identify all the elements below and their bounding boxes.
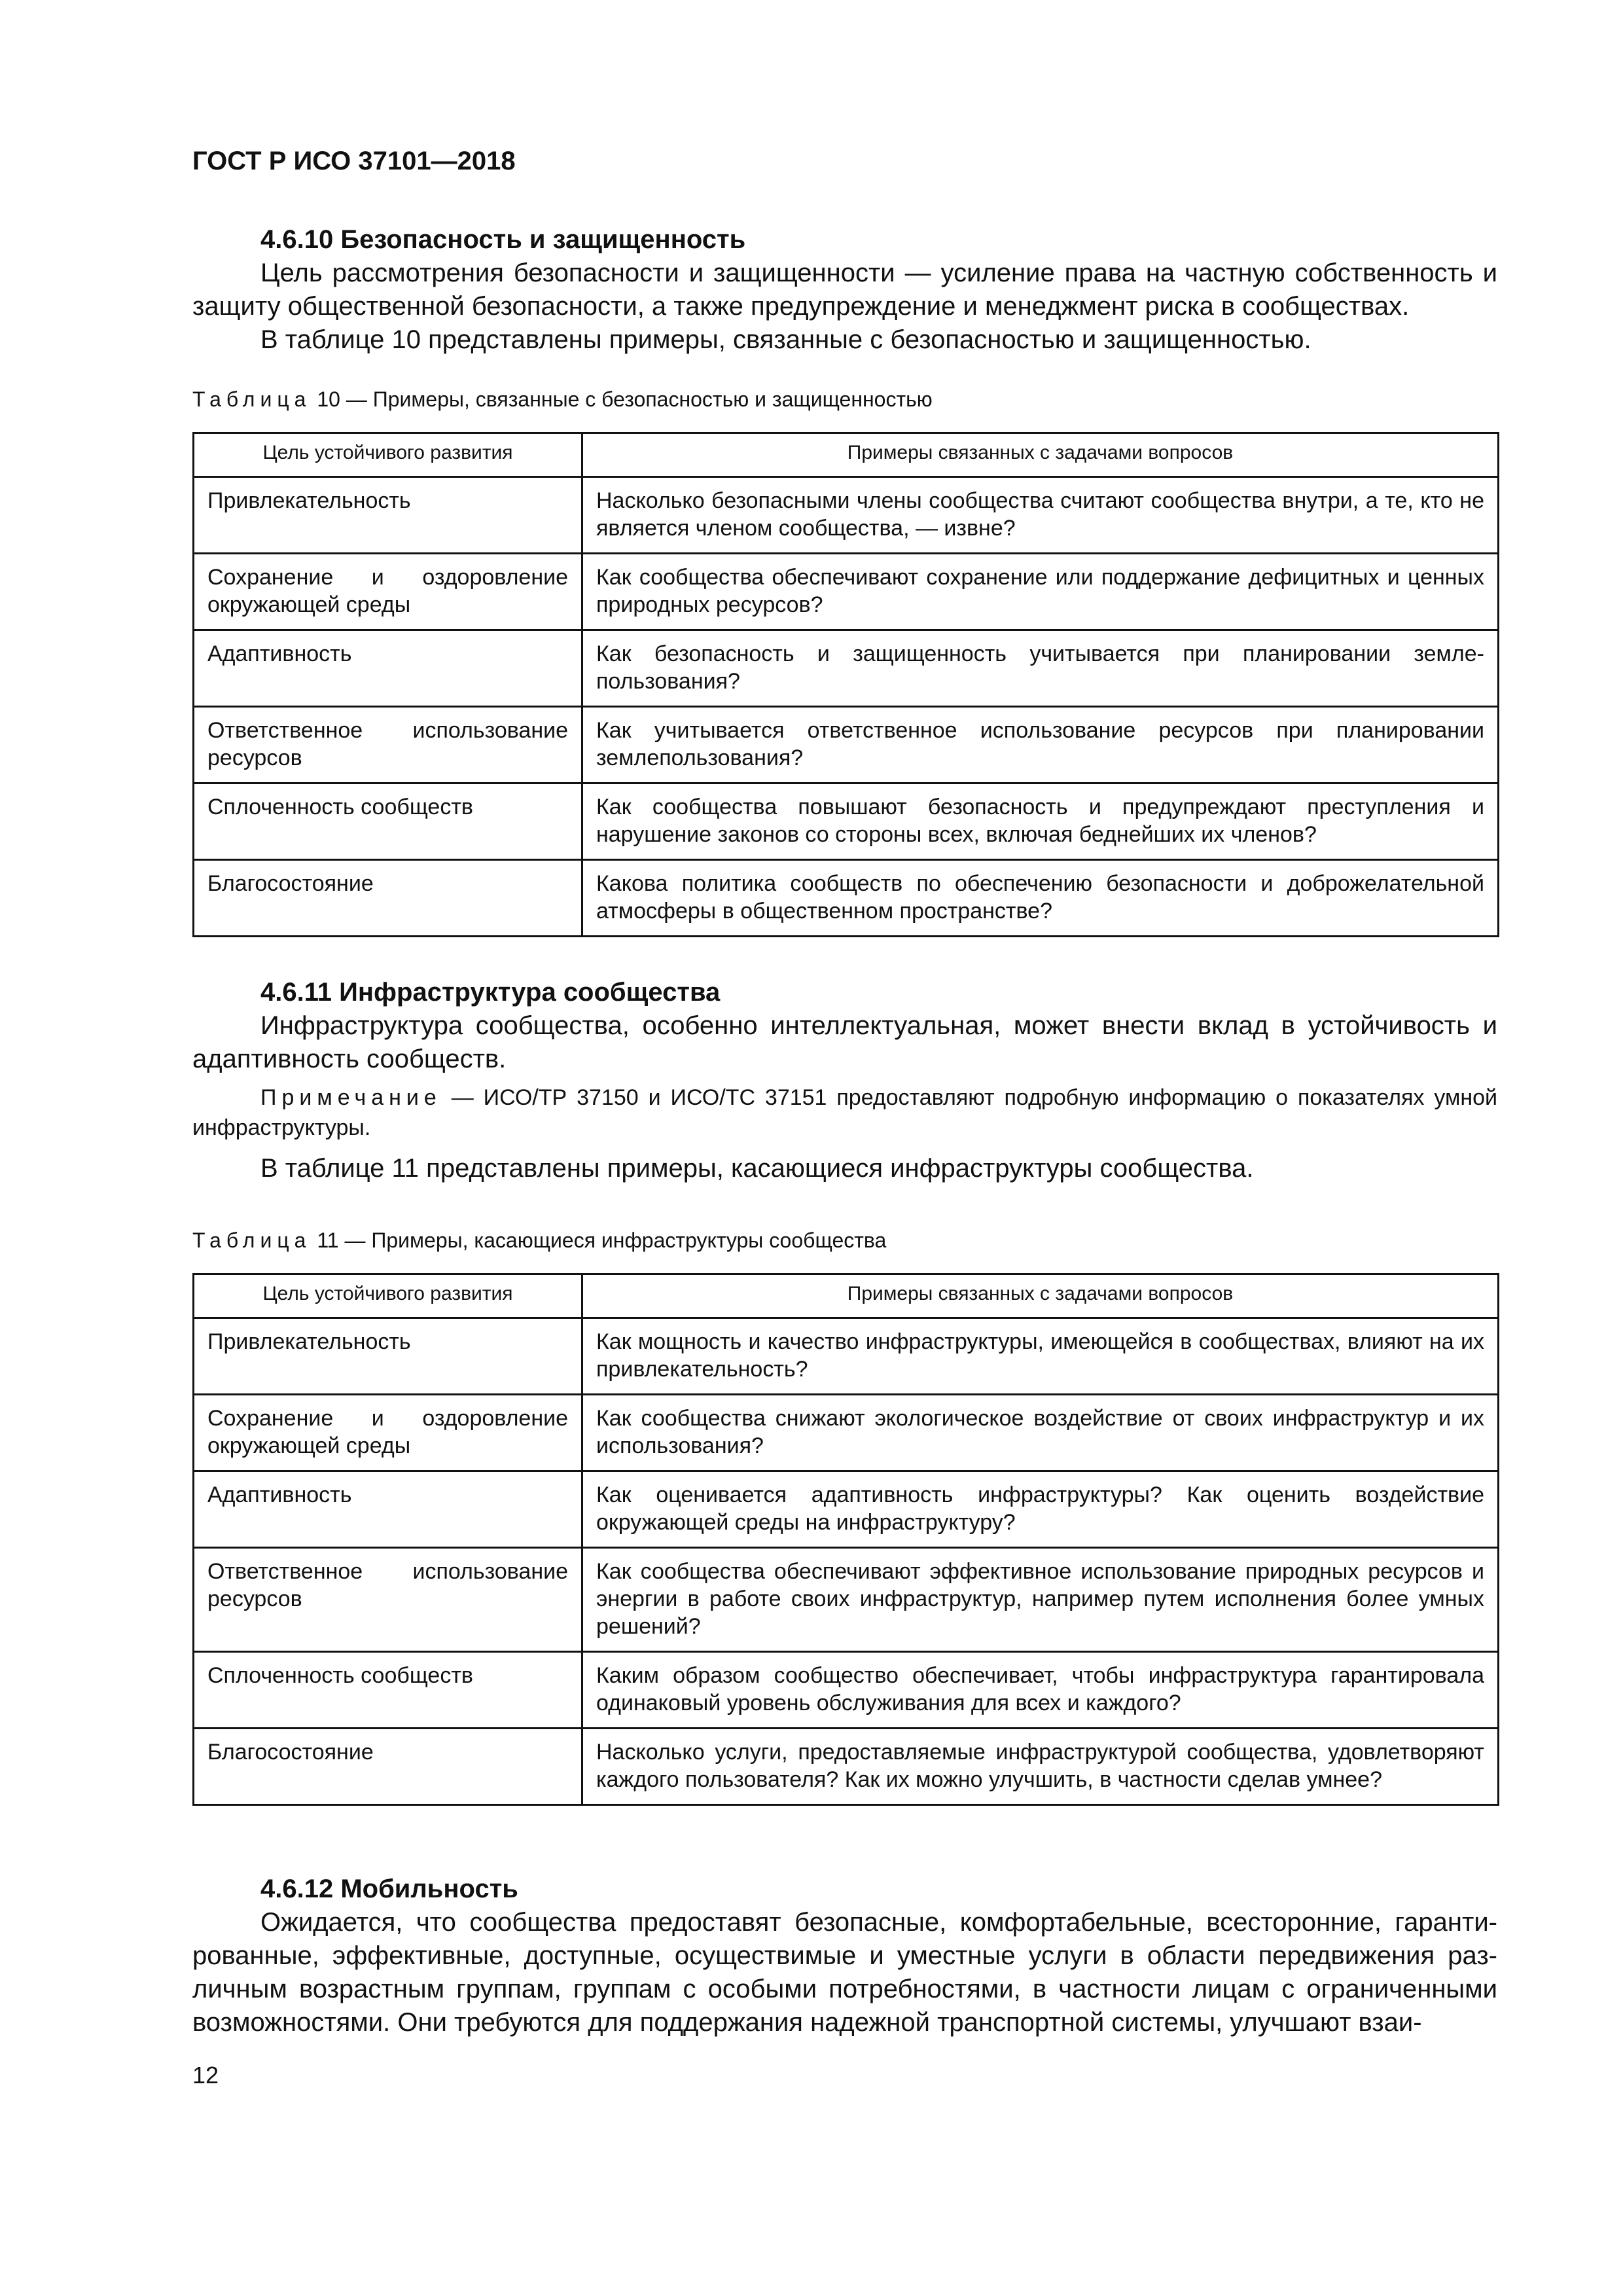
page-number: 12 [192,2062,219,2089]
paragraph: В таблице 10 представлены примеры, связанные с безопасностью и защищенностью. [260,325,1311,354]
caption-label: Таблица [192,1229,312,1252]
table-row [194,783,1499,860]
goal-cell: Ответственное использование ресурсов [194,707,582,783]
note [192,1083,1497,1143]
question-cell: Насколько безопасными члены сообщества считают сообщества внутри, а те, кто не является членом сообщества, — извне? [582,477,1499,554]
question-cell: Каким образом сообщество обеспечивает, чтобы инфраструктура гарантировала одинаковый уровень обслуживания для всех и каждого? [582,1652,1499,1729]
table-row [194,1395,1499,1471]
section-heading: 4.6.12 Мобильность [260,1874,518,1903]
table-row [194,1318,1499,1395]
table-11 [192,1273,1497,1806]
document-header: ГОСТ Р ИСО 37101—2018 [192,147,516,175]
table-row [194,860,1499,937]
goal-cell: Благосостояние [194,1729,582,1805]
note-text: — ИСО/ТР 37150 и ИСО/ТС 37151 предоставляют подробную информацию о показателях умной инфраструктуры. [192,1085,1497,1140]
table-row [194,1548,1499,1652]
section-heading: 4.6.10 Безопасность и защищенность [260,225,746,254]
table-row [194,1729,1499,1805]
question-cell: Как сообщества снижают экологическое воздействие от своих инфраструктур и их использования? [582,1395,1499,1471]
caption-text: 11 — Примеры, касающиеся инфраструктуры сообщества [317,1229,887,1252]
question-cell: Как учитывается ответственное использование ресурсов при планировании землепользования? [582,707,1499,783]
table-row [194,554,1499,630]
section-4-6-12 [192,1872,1497,2039]
goal-cell: Адаптивность [194,630,582,707]
paragraph: В таблице 11 представлены примеры, касающиеся инфраструктуры сообщества. [260,1154,1254,1183]
question-cell: Насколько услуги, предоставляемые инфраструктурой сообщества, удовлетворяют каждого пользователя? Как их можно улучшить, в частности сделав умнее? [582,1729,1499,1805]
table-11-caption [192,1227,1497,1253]
column-header-questions: Примеры связанных с задачами вопросов [582,433,1499,477]
goal-cell: Сплоченность сообществ [194,1652,582,1729]
question-cell: Как мощность и качество инфраструктуры, имеющейся в сообществах, влияют на их привлекательность? [582,1318,1499,1395]
goal-cell: Ответственное использование ресурсов [194,1548,582,1652]
table-row [194,707,1499,783]
section-4-6-10 [192,223,1497,357]
table-row [194,1652,1499,1729]
note-label: Примечание [260,1085,442,1110]
goal-cell: Привлекательность [194,1318,582,1395]
question-cell: Как сообщества обеспечивают эффективное использование природных ресурсов и энергии в работе своих инфраструктур, например путем исполнения более умных решений? [582,1548,1499,1652]
goal-cell: Адаптивность [194,1471,582,1548]
section-4-6-11 [192,975,1497,1185]
goal-cell: Благосостояние [194,860,582,937]
caption-label: Таблица [192,387,312,411]
paragraph: Ожидается, что сообщества предоставят безопасные, комфортабельные, всесторонние, гарантированные, эффективные, доступные, осуществимые и уместные услуги в области передвижения различным возрастным группам, группам с особыми потребностями, в частности лицам с ограниченными возможностями. Они требуются для поддержания надежной транспортной системы, улучшают взаи- [192,1908,1497,2037]
paragraph: Инфраструктура сообщества, особенно интеллектуальная, может внести вклад в устойчивость и адаптивность сообществ. [192,1011,1497,1073]
question-cell: Как безопасность и защищенность учитывается при планировании землепользования? [582,630,1499,707]
table-10-caption [192,386,1497,412]
question-cell: Какова политика сообществ по обеспечению безопасности и доброжелательной атмосферы в общественном пространстве? [582,860,1499,937]
table-row [194,477,1499,554]
caption-text: 10 — Примеры, связанные с безопасностью и защищенностью [317,387,933,411]
column-header-questions: Примеры связанных с задачами вопросов [582,1274,1499,1318]
section-heading: 4.6.11 Инфраструктура сообщества [260,978,721,1007]
goal-cell: Сохранение и оздоровление окружающей среды [194,554,582,630]
question-cell: Как сообщества обеспечивают сохранение или поддержание дефицитных и ценных природных ресурсов? [582,554,1499,630]
column-header-goal: Цель устойчивого развития [194,1274,582,1318]
table-row [194,1471,1499,1548]
question-cell: Как оценивается адаптивность инфраструктуры? Как оценить воздействие окружающей среды на инфраструктуру? [582,1471,1499,1548]
goal-cell: Привлекательность [194,477,582,554]
goal-cell: Сохранение и оздоровление окружающей среды [194,1395,582,1471]
table-10 [192,432,1497,937]
question-cell: Как сообщества повышают безопасность и предупреждают преступления и нарушение законов со стороны всех, включая беднейших их членов? [582,783,1499,860]
table-row [194,630,1499,707]
column-header-goal: Цель устойчивого развития [194,433,582,477]
goal-cell: Сплоченность сообществ [194,783,582,860]
paragraph: Цель рассмотрения безопасности и защищенности — усиление права на частную собственность и защиту общественной безопасности, а также предупреждение и менеджмент риска в сообществах. [192,259,1497,321]
